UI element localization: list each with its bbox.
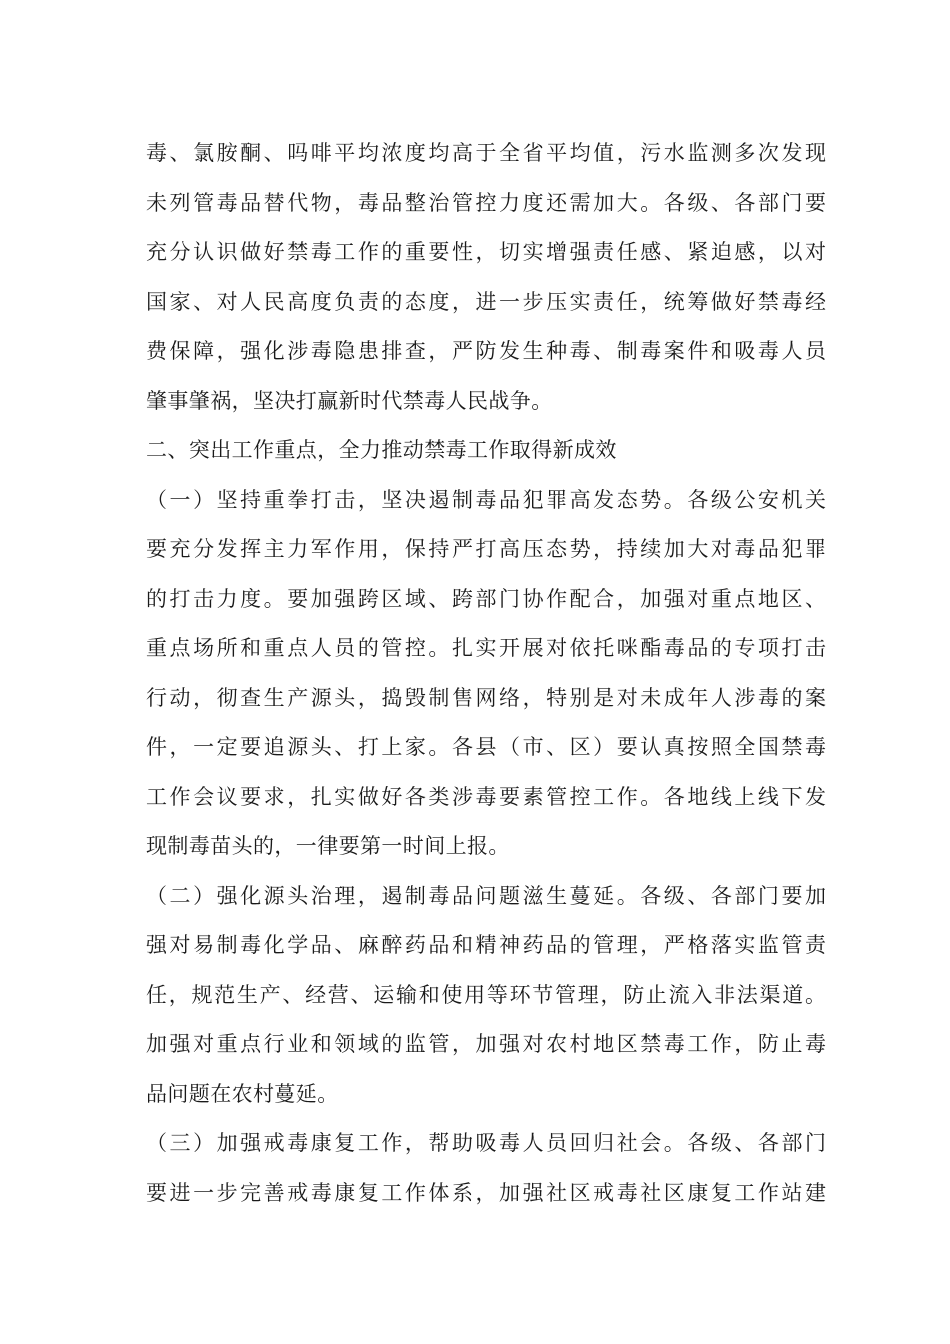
text-line: 毒、氯胺酮、吗啡平均浓度均高于全省平均值，污水监测多次发现 bbox=[146, 141, 826, 165]
text-line: 国家、对人民高度负责的态度，进一步压实责任，统筹做好禁毒经 bbox=[146, 289, 826, 314]
text-line: 品问题在农村蔓延。 bbox=[146, 1081, 339, 1106]
text-line: （一）坚持重拳打击，坚决遏制毒品犯罪高发态势。各级公安机关 bbox=[146, 487, 826, 512]
section-heading: 二、突出工作重点，全力推动禁毒工作取得新成效 bbox=[146, 438, 617, 462]
text-line: 现制毒苗头的，一律要第一时间上报。 bbox=[146, 834, 510, 858]
text-line: （三）加强戒毒康复工作，帮助吸毒人员回归社会。各级、各部门 bbox=[146, 1131, 826, 1155]
text-line: 工作会议要求，扎实做好各类涉毒要素管控工作。各地线上线下发 bbox=[146, 784, 826, 809]
text-line: 要进一步完善戒毒康复工作体系，加强社区戒毒社区康复工作站建 bbox=[146, 1180, 826, 1205]
text-line: 费保障，强化涉毒隐患排查，严防发生种毒、制毒案件和吸毒人员 bbox=[146, 339, 826, 363]
body-text bbox=[146, 130, 826, 1219]
text-line: 要充分发挥主力军作用，保持严打高压态势，持续加大对毒品犯罪 bbox=[146, 537, 826, 561]
text-line: 强对易制毒化学品、麻醉药品和精神药品的管理，严格落实监管责 bbox=[146, 933, 826, 957]
text-line: 件，一定要追源头、打上家。各县（市、区）要认真按照全国禁毒 bbox=[146, 735, 826, 759]
text-line: 行动，彻查生产源头，捣毁制售网络，特别是对未成年人涉毒的案 bbox=[146, 685, 826, 710]
text-line: 任，规范生产、经营、运输和使用等环节管理，防止流入非法渠道。 bbox=[146, 982, 826, 1007]
text-line: 未列管毒品替代物，毒品整治管控力度还需加大。各级、各部门要 bbox=[146, 190, 826, 215]
text-line: 的打击力度。要加强跨区域、跨部门协作配合，加强对重点地区、 bbox=[146, 586, 826, 611]
text-line: 充分认识做好禁毒工作的重要性，切实增强责任感、紧迫感，以对 bbox=[146, 240, 826, 264]
text-line: 重点场所和重点人员的管控。扎实开展对依托咪酯毒品的专项打击 bbox=[146, 636, 826, 660]
text-line: 肇事肇祸，坚决打赢新时代禁毒人民战争。 bbox=[146, 388, 553, 413]
text-line: （二）强化源头治理，遏制毒品问题滋生蔓延。各级、各部门要加 bbox=[146, 883, 826, 908]
text-line: 加强对重点行业和领域的监管，加强对农村地区禁毒工作，防止毒 bbox=[146, 1032, 826, 1056]
